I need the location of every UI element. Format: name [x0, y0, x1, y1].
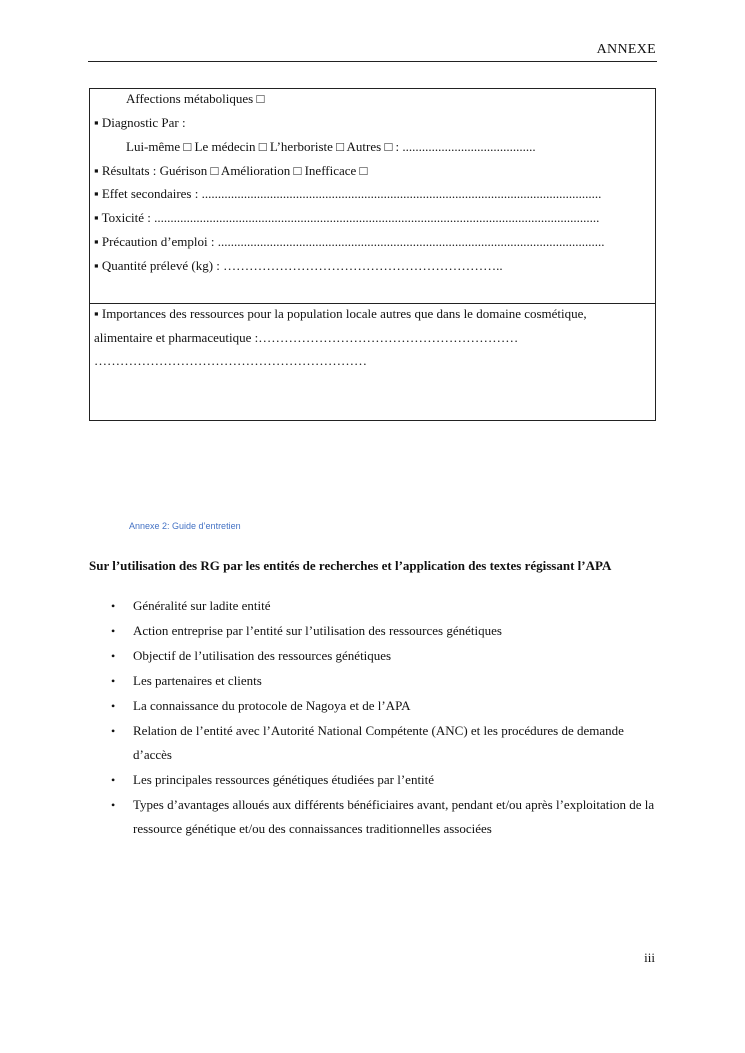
list-item [111, 644, 661, 668]
list-item-text: Types d’avantages alloués aux différents bénéficiaires avant, pendant et/ou après l’exploitation de la ressource génétique et/ou des connaissances traditionnelles associées [133, 797, 655, 836]
section-title: Sur l’utilisation des RG par les entités de recherches et l’application des textes régissant l’APA [89, 558, 612, 573]
form-line-quantity: ▪ Quantité prélevé (kg) : ……………………………………………………….. [94, 258, 503, 273]
list-item [111, 694, 661, 718]
form-line-side-effects: ▪ Effet secondaires : ........................................................................................................................... [94, 186, 602, 201]
list-item [111, 669, 661, 693]
questionnaire-form-box [89, 88, 656, 421]
bullet-icon: • [111, 674, 116, 688]
bullet-icon: • [111, 599, 116, 613]
form-line-precaution: ▪ Précaution d’emploi : ....................................................................................................................... [94, 234, 605, 249]
form-line-diagnostic-options: Lui-même □ Le médecin □ L’herboriste □ Autres □ : ......................................... [126, 139, 536, 154]
annex-caption: Annexe 2: Guide d’entretien [129, 521, 241, 531]
bullet-icon: • [111, 624, 116, 638]
form-line-diagnostic-label: ▪ Diagnostic Par : [94, 115, 186, 130]
form-line-metabolic: Affections métaboliques □ [126, 91, 265, 106]
bullet-icon: • [111, 699, 116, 713]
bullet-icon: • [111, 724, 116, 738]
form-line-results: ▪ Résultats : Guérison □ Amélioration □ Inefficace □ [94, 163, 368, 178]
list-item-text: Action entreprise par l’entité sur l’utilisation des ressources génétiques [133, 623, 502, 638]
importance-line-3: ……………………………………………………… [94, 353, 367, 368]
list-item-text: Les partenaires et clients [133, 673, 262, 688]
list-item [111, 768, 661, 792]
list-item [111, 594, 661, 618]
form-line-toxicity: ▪ Toxicité : ......................................................................................................................................... [94, 210, 600, 225]
list-item-text: Généralité sur ladite entité [133, 598, 271, 613]
list-item-text: La connaissance du protocole de Nagoya et de l’APA [133, 698, 411, 713]
bullet-icon: • [111, 798, 116, 812]
header-rule [88, 61, 657, 62]
list-item [111, 619, 661, 643]
list-item-text: Les principales ressources génétiques étudiées par l’entité [133, 772, 435, 787]
importance-line-2: alimentaire et pharmaceutique :…………………………………………………… [94, 330, 519, 345]
questionnaire-lower-section [90, 304, 655, 421]
list-item-text: Objectif de l’utilisation des ressources génétiques [133, 648, 392, 663]
bullet-icon: • [111, 773, 116, 787]
bullet-icon: • [111, 649, 116, 663]
importance-line-1: ▪ Importances des ressources pour la population locale autres que dans le domaine cosmétique, [94, 306, 587, 321]
list-item-text: Relation de l’entité avec l’Autorité National Compétente (ANC) et les procédures de demande d’accès [133, 723, 624, 762]
list-item [111, 719, 661, 767]
list-item [111, 793, 661, 841]
interview-guide-list [111, 594, 661, 842]
page-number: iii [644, 950, 655, 965]
header-title: ANNEXE [596, 42, 656, 57]
questionnaire-upper-section [90, 89, 655, 304]
